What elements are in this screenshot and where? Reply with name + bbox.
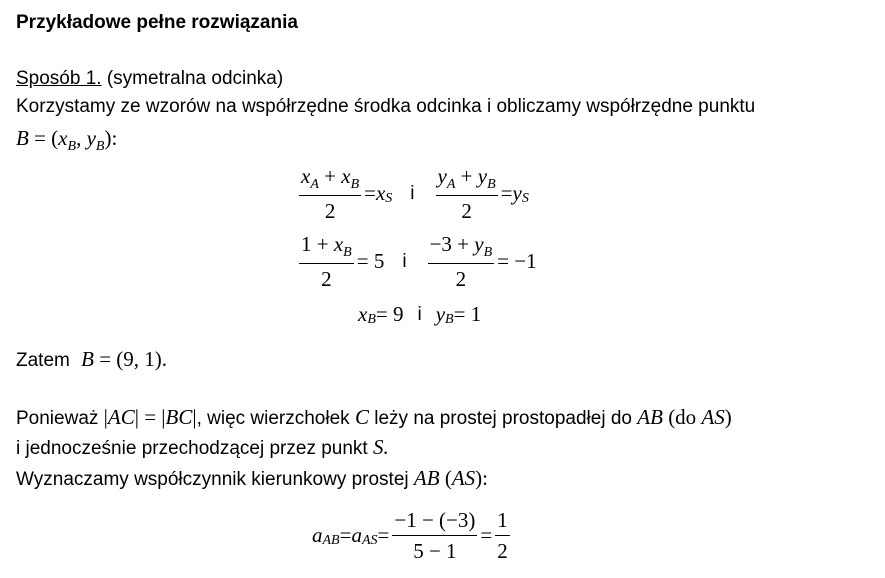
intro-text: Korzystamy ze wzorów na współrzędne środka odcinka i obliczamy współrzędne punktu (16, 96, 756, 117)
equation-solution: x B = 9 i y B = 1 (358, 302, 482, 327)
paragraph-slope: Wyznaczamy współczynnik kierunkowy prostej AB (AS): (16, 466, 488, 490)
conclusion: Zatem B = (9, 1). (16, 347, 168, 371)
fraction-y-values: $\frac{-3 + y_B}{2}$ (429, 232, 493, 291)
paragraph-perpendicular-line2: i jednocześnie przechodzącej przez punkt S. (16, 435, 389, 459)
fraction-x: $\frac{x_A + x_B}{2}$ (301, 164, 360, 223)
equation-slope: a AB = a AS = $\frac{-1 - (-3)}{5 - 1}$ = $\frac{1}{2}$ (312, 508, 508, 563)
fraction-result: $\frac{1}{2}$ (497, 508, 508, 563)
method-note: (symetralna odcinka) (106, 68, 284, 89)
paragraph-perpendicular: Ponieważ |AC| = |BC|, więc wierzchołek C leży na prostej prostopadłej do AB (do AS) (16, 405, 732, 429)
equation-midpoint-general: $\frac{x_A + x_B}{2}$ = x S i $\frac{y_A + y_B}{2}$ = y S (301, 164, 529, 223)
point-definition: $B = (x_B$, $y_B$): (16, 126, 118, 154)
section-heading: Przykładowe pełne rozwiązania (16, 12, 298, 33)
fraction-slope: $\frac{-1 - (-3)}{5 - 1}$ (394, 508, 476, 563)
method-label: Sposób 1. (16, 68, 102, 89)
equation-midpoint-values: $\frac{1 + x_B}{2}$ = 5 i $\frac{-3 + y_B}{2}$ = −1 (301, 232, 537, 291)
fraction-y: $\frac{y_A + y_B}{2}$ (437, 164, 496, 223)
fraction-x-values: $\frac{1 + x_B}{2}$ (301, 232, 352, 291)
method-line (16, 67, 283, 91)
